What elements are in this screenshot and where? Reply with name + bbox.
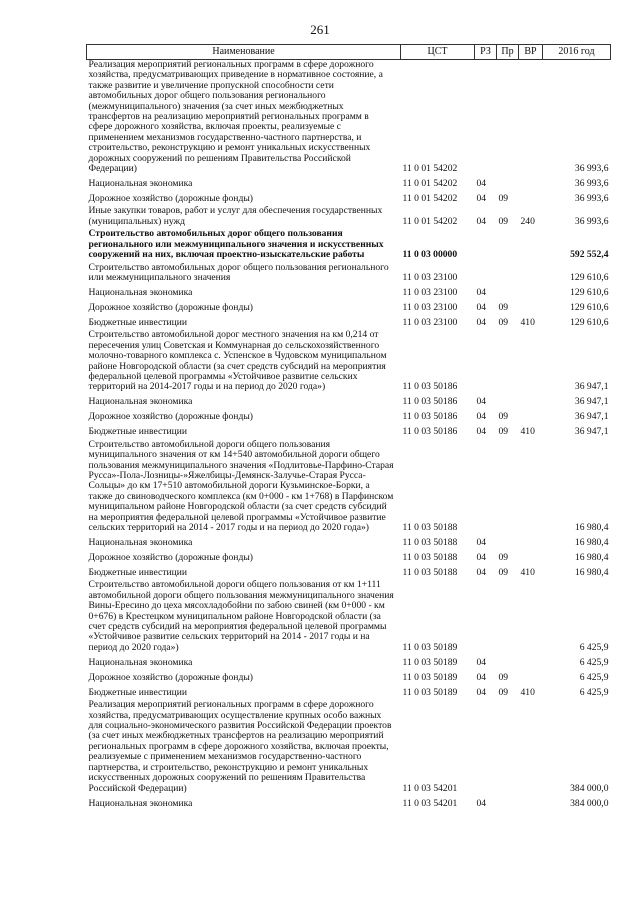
cell-cst: 11 0 03 54201 bbox=[402, 797, 458, 809]
cell-cst: 11 0 01 54202 bbox=[402, 178, 458, 190]
cell-vr bbox=[519, 328, 543, 392]
cell-vr: 410 bbox=[520, 686, 535, 698]
header-pr: Пр bbox=[497, 45, 519, 60]
cell-rz: 04 bbox=[476, 656, 487, 668]
cell-rz: 04 bbox=[476, 301, 487, 313]
cell-name: Реализация мероприятий региональных программ в сфере дорожного хозяйства, предусматривающих осуществление крупных особо важных для социально-экономического развития Российской Федерации проектов (за счет иных межбюджетных трансфертов на реализацию мероприятий региональных программ в сфере дорожного хозяйства, включая проекты, реализуемые с применением механизмов государственно-частного партнерства, и строительство, реконструкцию и ремонт уникальных искусственных дорожных сооружений по решениям Правительства Российской Федерации) bbox=[88, 699, 392, 794]
cell-cst: 11 0 03 50186 bbox=[402, 396, 458, 408]
cell-sum: 16 980,4 bbox=[574, 567, 609, 578]
table-row bbox=[87, 261, 611, 284]
cell-sum: 6 425,9 bbox=[579, 641, 609, 653]
table-row bbox=[87, 60, 611, 175]
cell-vr bbox=[519, 794, 543, 809]
page-number: 261 bbox=[310, 22, 330, 37]
cell-rz: 04 bbox=[476, 178, 487, 190]
cell-sum: 6 425,9 bbox=[579, 686, 609, 698]
cell-pr: 09 bbox=[498, 686, 509, 698]
cell-vr bbox=[519, 653, 543, 668]
cell-name: Бюджетные инвестиции bbox=[88, 567, 187, 578]
cell-pr bbox=[497, 578, 519, 653]
cell-vr bbox=[519, 174, 543, 189]
cell-name: Национальная экономика bbox=[88, 797, 193, 809]
cell-cst: 11 0 03 50186 bbox=[402, 426, 458, 438]
cell-sum: 36 947,1 bbox=[574, 426, 609, 438]
cell-cst: 11 0 01 54202 bbox=[402, 193, 458, 205]
cell-cst: 11 0 03 50188 bbox=[402, 537, 458, 548]
cell-pr: 09 bbox=[498, 215, 509, 227]
cell-vr bbox=[519, 408, 543, 423]
cell-name: Национальная экономика bbox=[88, 178, 193, 190]
cell-name: Реализация мероприятий региональных программ в сфере дорожного хозяйства, предусматривающих приведение в нормативное состояние, а также развитие и увеличение пропускной способности сети автомобильных дорог общего пользования регионального (межмуниципального) значения (за счет иных межбюджетных трансфертов на реализацию мероприятий региональных программ в сфере дорожного хозяйства, включая проекты, реализуемые с применением механизмов государственно-частного партнерства, и строительство, реконструкцию и ремонт уникальных искусственных дорожных сооружений по решениям Правительства Российской Федерации) bbox=[88, 59, 383, 175]
cell-name: Строительство автомобильной дорог местного значения на км 0,214 от пересечения улиц Советская и Коммунарная до сельскохозяйственного молочно-товарного комплекса с. Успенское в Чудовском муниципальном районе Новгородской области (за счет средств субсидий на мероприятия федеральной целевой программы «Устойчивое развитие сельских территорий на 2014-2017 годы и на период до 2020 года») bbox=[88, 329, 387, 393]
cell-sum: 16 980,4 bbox=[574, 552, 609, 563]
table-row bbox=[87, 313, 611, 328]
header-2016: 2016 год bbox=[543, 45, 611, 60]
cell-cst: 11 0 03 50188 bbox=[402, 552, 458, 563]
cell-rz: 04 bbox=[476, 797, 487, 809]
cell-sum: 36 993,6 bbox=[574, 178, 609, 190]
cell-sum: 592 552,4 bbox=[570, 249, 609, 261]
cell-sum: 129 610,6 bbox=[570, 271, 609, 283]
cell-pr bbox=[497, 533, 519, 548]
cell-vr bbox=[519, 438, 543, 534]
table-row bbox=[87, 174, 611, 189]
header-cst: ЦСТ bbox=[401, 45, 475, 60]
cell-pr bbox=[497, 227, 519, 260]
cell-sum: 36 993,6 bbox=[574, 163, 609, 175]
cell-rz: 04 bbox=[476, 193, 487, 205]
cell-pr bbox=[497, 283, 519, 298]
cell-rz: 04 bbox=[476, 316, 487, 328]
table-header-row bbox=[87, 45, 611, 60]
cell-cst: 11 0 03 50189 bbox=[402, 641, 458, 653]
cell-vr bbox=[519, 261, 543, 284]
cell-vr bbox=[519, 668, 543, 683]
cell-pr: 09 bbox=[498, 426, 509, 438]
budget-table bbox=[86, 44, 611, 809]
cell-name: Бюджетные инвестиции bbox=[88, 316, 187, 328]
cell-pr bbox=[497, 174, 519, 189]
table-row bbox=[87, 393, 611, 408]
table-row bbox=[87, 563, 611, 578]
cell-rz: 04 bbox=[476, 686, 487, 698]
cell-rz: 04 bbox=[476, 396, 487, 408]
cell-pr: 09 bbox=[498, 193, 509, 205]
table-row bbox=[87, 794, 611, 809]
cell-name: Бюджетные инвестиции bbox=[88, 426, 187, 438]
cell-name: Строительство автомобильных дорог общего пользования регионального или межмуниципального значения и искусственных сооружений на них, включая проектно-изыскательские работы bbox=[88, 228, 384, 261]
cell-cst: 11 0 03 23100 bbox=[402, 301, 458, 313]
cell-pr: 09 bbox=[498, 567, 509, 578]
cell-rz: 04 bbox=[476, 215, 487, 227]
table-row bbox=[87, 698, 611, 794]
cell-rz bbox=[475, 698, 497, 794]
cell-vr bbox=[519, 298, 543, 313]
cell-sum: 384 000,0 bbox=[570, 782, 609, 794]
cell-sum: 16 980,4 bbox=[574, 522, 609, 533]
cell-sum: 36 947,1 bbox=[574, 381, 609, 393]
cell-rz: 04 bbox=[476, 552, 487, 563]
cell-vr bbox=[519, 283, 543, 298]
table-row bbox=[87, 283, 611, 298]
table-row bbox=[87, 683, 611, 698]
cell-name: Дорожное хозяйство (дорожные фонды) bbox=[88, 301, 253, 313]
cell-pr bbox=[497, 653, 519, 668]
cell-rz bbox=[475, 578, 497, 653]
header-vr: ВР bbox=[519, 45, 543, 60]
cell-cst: 11 0 03 23100 bbox=[402, 316, 458, 328]
cell-rz: 04 bbox=[476, 671, 487, 683]
cell-rz bbox=[475, 328, 497, 392]
cell-name: Бюджетные инвестиции bbox=[88, 686, 187, 698]
cell-pr: 09 bbox=[498, 671, 509, 683]
cell-vr: 410 bbox=[520, 426, 535, 438]
cell-pr bbox=[497, 698, 519, 794]
cell-sum: 129 610,6 bbox=[570, 301, 609, 313]
header-rz: РЗ bbox=[475, 45, 497, 60]
table-row bbox=[87, 227, 611, 260]
table-row bbox=[87, 298, 611, 313]
cell-pr bbox=[497, 794, 519, 809]
cell-name: Национальная экономика bbox=[88, 286, 193, 298]
cell-cst: 11 0 03 50188 bbox=[402, 522, 458, 533]
cell-pr bbox=[497, 60, 519, 175]
cell-cst: 11 0 03 23100 bbox=[402, 271, 458, 283]
cell-vr bbox=[519, 578, 543, 653]
cell-sum: 129 610,6 bbox=[570, 316, 609, 328]
cell-vr: 240 bbox=[520, 215, 535, 227]
cell-rz: 04 bbox=[476, 286, 487, 298]
table-row bbox=[87, 204, 611, 227]
table-row bbox=[87, 189, 611, 204]
cell-name: Дорожное хозяйство (дорожные фонды) bbox=[88, 552, 253, 563]
cell-sum: 36 993,6 bbox=[574, 215, 609, 227]
cell-rz: 04 bbox=[476, 537, 487, 548]
cell-vr bbox=[519, 393, 543, 408]
cell-name: Национальная экономика bbox=[88, 537, 193, 548]
cell-sum: 384 000,0 bbox=[570, 797, 609, 809]
cell-name: Строительство автомобильных дорог общего пользования регионального или межмуниципального значения bbox=[88, 261, 389, 283]
cell-cst: 11 0 03 23100 bbox=[402, 286, 458, 298]
table-row bbox=[87, 578, 611, 653]
cell-cst: 11 0 03 50189 bbox=[402, 656, 458, 668]
table-row bbox=[87, 438, 611, 534]
cell-cst: 11 0 03 50186 bbox=[402, 381, 458, 393]
cell-rz bbox=[475, 438, 497, 534]
cell-sum: 36 993,6 bbox=[574, 193, 609, 205]
cell-vr bbox=[519, 533, 543, 548]
cell-sum: 6 425,9 bbox=[579, 671, 609, 683]
cell-name: Дорожное хозяйство (дорожные фонды) bbox=[88, 193, 253, 205]
cell-sum: 6 425,9 bbox=[579, 656, 609, 668]
cell-cst: 11 0 03 50189 bbox=[402, 671, 458, 683]
table-row bbox=[87, 653, 611, 668]
cell-vr bbox=[519, 227, 543, 260]
cell-pr: 09 bbox=[498, 316, 509, 328]
cell-pr bbox=[497, 438, 519, 534]
cell-vr bbox=[519, 698, 543, 794]
table-row bbox=[87, 328, 611, 392]
cell-name: Национальная экономика bbox=[88, 656, 193, 668]
cell-rz bbox=[475, 60, 497, 175]
cell-vr bbox=[519, 60, 543, 175]
table-row bbox=[87, 408, 611, 423]
cell-cst: 11 0 03 00000 bbox=[402, 249, 458, 261]
cell-sum: 36 947,1 bbox=[574, 396, 609, 408]
cell-pr bbox=[497, 261, 519, 284]
cell-name: Национальная экономика bbox=[88, 396, 193, 408]
cell-pr bbox=[497, 328, 519, 392]
table-row bbox=[87, 423, 611, 438]
cell-vr: 410 bbox=[520, 567, 535, 578]
cell-rz: 04 bbox=[476, 411, 487, 423]
cell-pr bbox=[497, 393, 519, 408]
cell-pr: 09 bbox=[498, 301, 509, 313]
cell-vr bbox=[519, 548, 543, 563]
cell-sum: 36 947,1 bbox=[574, 411, 609, 423]
cell-name: Строительство автомобильной дороги общего пользования муниципального значения от км 14+540 автомобильной дороги общего пользования межмуниципального значения «Подлитовье-Парфино-Старая Русса»-Пола-Лозницы-»Яжелбицы-Демянск-Залучье-Старая Русса-Сольцы» до км 17+510 автомобильной дороги Кузьминское-Борки, а также до свиноводческого комплекса (км 0+000 - км 1+768) в Парфинском муниципальном районе Новгородской области (за счет средств субсидий на мероприятия федеральной целевой программы «Устойчивое развитие сельских территорий на 2014 - 2017 годы и на период до 2020 года») bbox=[88, 438, 394, 533]
cell-cst: 11 0 03 50188 bbox=[402, 567, 458, 578]
cell-rz bbox=[475, 227, 497, 260]
cell-rz bbox=[475, 261, 497, 284]
cell-cst: 11 0 03 50186 bbox=[402, 411, 458, 423]
cell-cst: 11 0 01 54202 bbox=[402, 163, 458, 175]
cell-pr: 09 bbox=[498, 552, 509, 563]
table-row bbox=[87, 548, 611, 563]
cell-vr: 410 bbox=[520, 316, 535, 328]
table-row bbox=[87, 668, 611, 683]
cell-name: Дорожное хозяйство (дорожные фонды) bbox=[88, 671, 253, 683]
cell-cst: 11 0 03 54201 bbox=[402, 782, 458, 794]
cell-sum: 129 610,6 bbox=[570, 286, 609, 298]
cell-sum: 16 980,4 bbox=[574, 537, 609, 548]
header-name: Наименование bbox=[87, 45, 401, 60]
cell-pr: 09 bbox=[498, 411, 509, 423]
cell-name: Иные закупки товаров, работ и услуг для обеспечения государственных (муниципальных) нужд bbox=[88, 205, 383, 227]
cell-cst: 11 0 01 54202 bbox=[402, 215, 458, 227]
cell-rz: 04 bbox=[476, 426, 487, 438]
table-body bbox=[87, 60, 611, 809]
cell-name: Строительство автомобильной дороги общего пользования от км 1+111 автомобильной дороги общего пользования межмуниципального значения Вины-Ересино до цеха мясохладобойни по забою свиней (км 0+000 - км 0+676) в Крестецком муниципальном районе Новгородской области (за счет средств субсидий на мероприятия федеральной целевой программы «Устойчивое развитие сельских территорий на 2014 - 2017 годы и на период до 2020 года») bbox=[88, 579, 394, 653]
cell-vr bbox=[519, 189, 543, 204]
cell-name: Дорожное хозяйство (дорожные фонды) bbox=[88, 411, 253, 423]
cell-rz: 04 bbox=[476, 567, 487, 578]
table-row bbox=[87, 533, 611, 548]
cell-cst: 11 0 03 50189 bbox=[402, 686, 458, 698]
